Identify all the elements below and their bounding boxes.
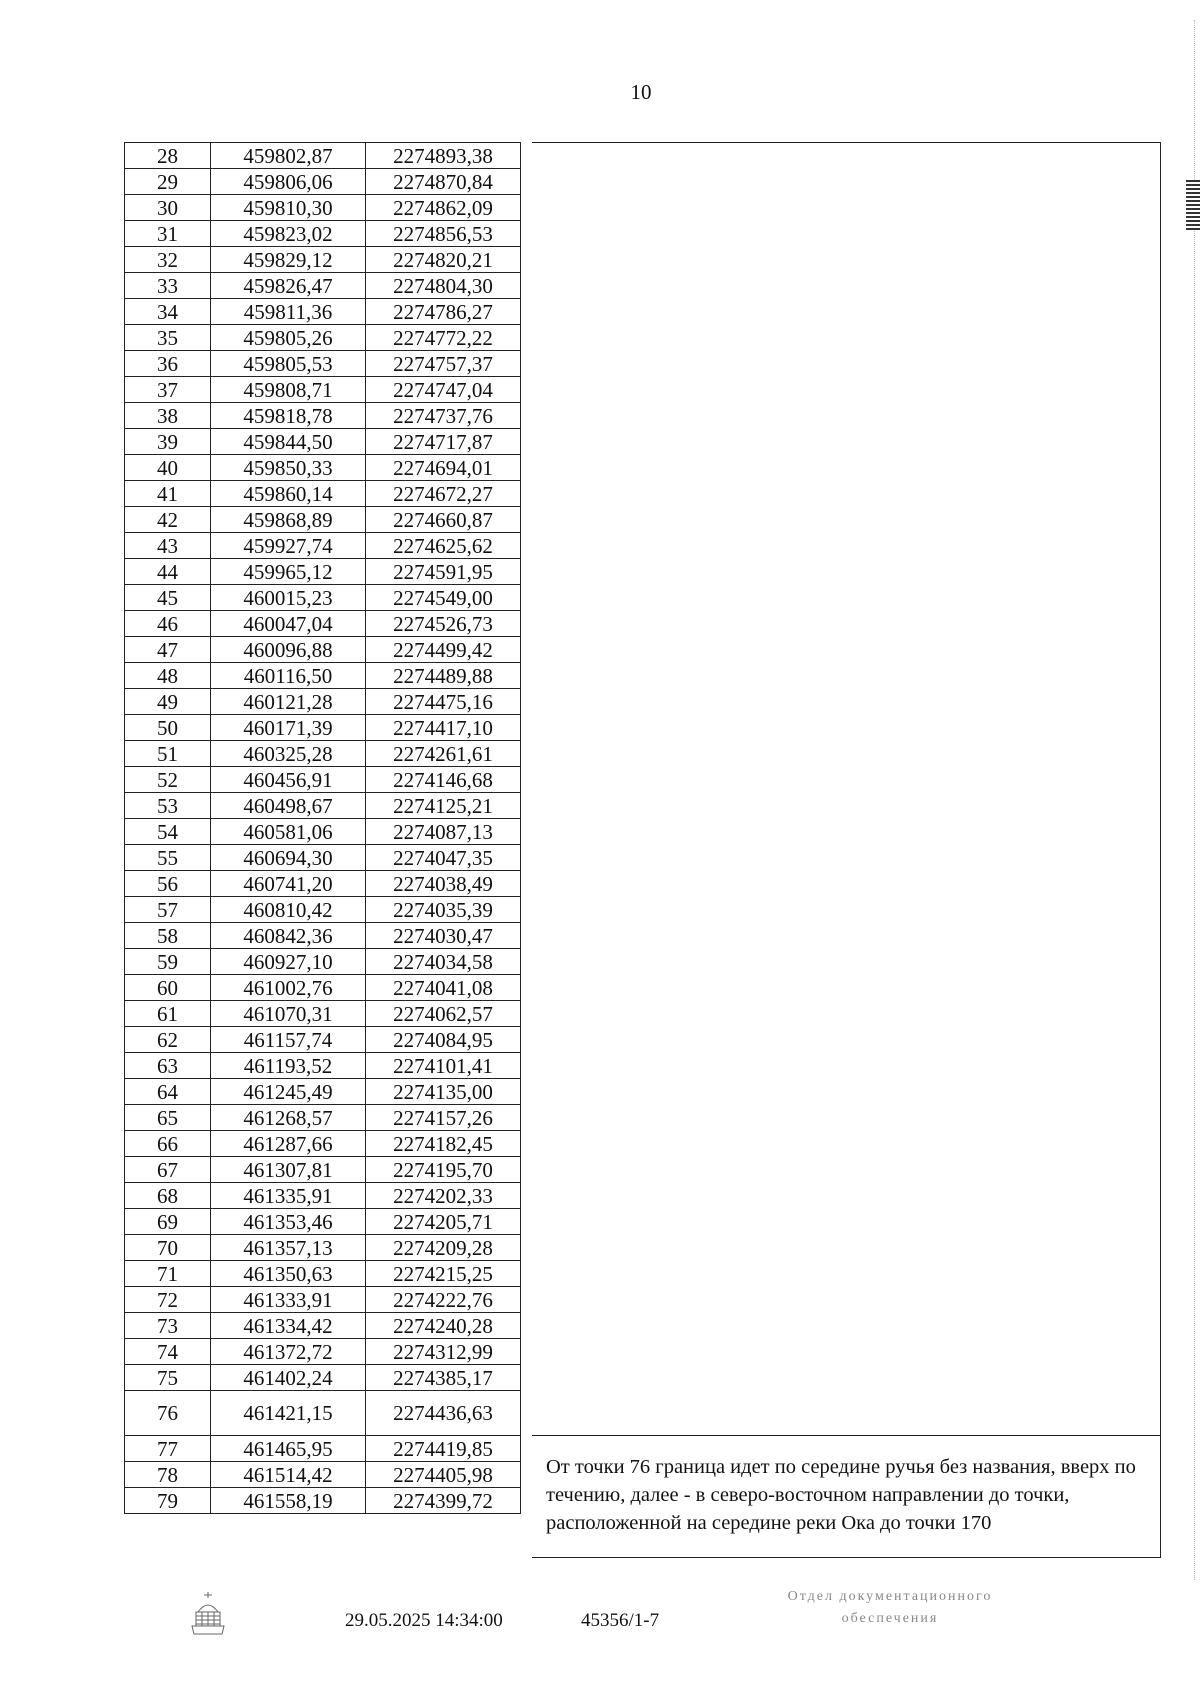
y-coordinate-cell: 2274772,22 xyxy=(366,325,521,351)
point-number-cell: 71 xyxy=(125,1261,211,1287)
table-row xyxy=(125,1209,521,1235)
y-coordinate-cell: 2274182,45 xyxy=(366,1131,521,1157)
x-coordinate-cell: 461157,74 xyxy=(211,1027,366,1053)
point-number-cell: 52 xyxy=(125,767,211,793)
point-number-cell: 50 xyxy=(125,715,211,741)
y-coordinate-cell: 2274261,61 xyxy=(366,741,521,767)
y-coordinate-cell: 2274202,33 xyxy=(366,1183,521,1209)
point-number-cell: 35 xyxy=(125,325,211,351)
table-row xyxy=(125,143,521,169)
table-row xyxy=(125,247,521,273)
x-coordinate-cell: 460121,28 xyxy=(211,689,366,715)
footer-date: 29.05.2025 14:34:00 xyxy=(345,1610,503,1631)
y-coordinate-cell: 2274038,49 xyxy=(366,871,521,897)
scan-edge-marks xyxy=(1194,20,1198,1580)
x-coordinate-cell: 461287,66 xyxy=(211,1131,366,1157)
point-number-cell: 51 xyxy=(125,741,211,767)
coordinates-table xyxy=(124,142,521,1514)
point-number-cell: 28 xyxy=(125,143,211,169)
y-coordinate-cell: 2274870,84 xyxy=(366,169,521,195)
x-coordinate-cell: 459965,12 xyxy=(211,559,366,585)
x-coordinate-cell: 461514,42 xyxy=(211,1462,366,1488)
table-row xyxy=(125,1105,521,1131)
point-number-cell: 45 xyxy=(125,585,211,611)
table-row xyxy=(125,949,521,975)
x-coordinate-cell: 460171,39 xyxy=(211,715,366,741)
table-row xyxy=(125,1365,521,1391)
point-number-cell: 34 xyxy=(125,299,211,325)
y-coordinate-cell: 2274125,21 xyxy=(366,793,521,819)
point-number-cell: 41 xyxy=(125,481,211,507)
table-row xyxy=(125,351,521,377)
table-row xyxy=(125,611,521,637)
y-coordinate-cell: 2274475,16 xyxy=(366,689,521,715)
y-coordinate-cell: 2274526,73 xyxy=(366,611,521,637)
page-number: 10 xyxy=(630,80,652,104)
x-coordinate-cell: 461334,42 xyxy=(211,1313,366,1339)
x-coordinate-cell: 461335,91 xyxy=(211,1183,366,1209)
table-row xyxy=(125,221,521,247)
x-coordinate-cell: 459860,14 xyxy=(211,481,366,507)
department-stamp-line2: обеспечения xyxy=(841,1611,939,1626)
y-coordinate-cell: 2274862,09 xyxy=(366,195,521,221)
point-number-cell: 46 xyxy=(125,611,211,637)
y-coordinate-cell: 2274222,76 xyxy=(366,1287,521,1313)
description-divider xyxy=(532,1435,1160,1436)
table-row xyxy=(125,1079,521,1105)
table-row xyxy=(125,1488,521,1514)
y-coordinate-cell: 2274549,00 xyxy=(366,585,521,611)
y-coordinate-cell: 2274717,87 xyxy=(366,429,521,455)
table-row xyxy=(125,1131,521,1157)
x-coordinate-cell: 461357,13 xyxy=(211,1235,366,1261)
point-number-cell: 57 xyxy=(125,897,211,923)
y-coordinate-cell: 2274499,42 xyxy=(366,637,521,663)
table-row xyxy=(125,403,521,429)
table-row xyxy=(125,195,521,221)
x-coordinate-cell: 461268,57 xyxy=(211,1105,366,1131)
table-row xyxy=(125,689,521,715)
y-coordinate-cell: 2274205,71 xyxy=(366,1209,521,1235)
x-coordinate-cell: 459811,36 xyxy=(211,299,366,325)
department-stamp-line1: Отдел документационного xyxy=(787,1589,993,1604)
y-coordinate-cell: 2274591,95 xyxy=(366,559,521,585)
x-coordinate-cell: 460456,91 xyxy=(211,767,366,793)
point-number-cell: 76 xyxy=(125,1391,211,1436)
point-number-cell: 72 xyxy=(125,1287,211,1313)
x-coordinate-cell: 459829,12 xyxy=(211,247,366,273)
x-coordinate-cell: 461353,46 xyxy=(211,1209,366,1235)
point-number-cell: 40 xyxy=(125,455,211,481)
x-coordinate-cell: 459805,26 xyxy=(211,325,366,351)
table-row xyxy=(125,637,521,663)
y-coordinate-cell: 2274240,28 xyxy=(366,1313,521,1339)
x-coordinate-cell: 461402,24 xyxy=(211,1365,366,1391)
point-number-cell: 31 xyxy=(125,221,211,247)
point-number-cell: 44 xyxy=(125,559,211,585)
x-coordinate-cell: 461245,49 xyxy=(211,1079,366,1105)
coordinates-table-body xyxy=(125,143,521,1514)
table-row xyxy=(125,325,521,351)
y-coordinate-cell: 2274062,57 xyxy=(366,1001,521,1027)
emblem-icon xyxy=(188,1590,228,1638)
y-coordinate-cell: 2274157,26 xyxy=(366,1105,521,1131)
x-coordinate-cell: 460810,42 xyxy=(211,897,366,923)
table-row xyxy=(125,1313,521,1339)
point-number-cell: 48 xyxy=(125,663,211,689)
table-row xyxy=(125,897,521,923)
y-coordinate-cell: 2274747,04 xyxy=(366,377,521,403)
table-row xyxy=(125,299,521,325)
point-number-cell: 32 xyxy=(125,247,211,273)
x-coordinate-cell: 459826,47 xyxy=(211,273,366,299)
table-row xyxy=(125,1001,521,1027)
point-number-cell: 69 xyxy=(125,1209,211,1235)
y-coordinate-cell: 2274209,28 xyxy=(366,1235,521,1261)
table-row xyxy=(125,1462,521,1488)
point-number-cell: 77 xyxy=(125,1436,211,1462)
x-coordinate-cell: 461333,91 xyxy=(211,1287,366,1313)
y-coordinate-cell: 2274385,17 xyxy=(366,1365,521,1391)
point-number-cell: 54 xyxy=(125,819,211,845)
y-coordinate-cell: 2274312,99 xyxy=(366,1339,521,1365)
y-coordinate-cell: 2274146,68 xyxy=(366,767,521,793)
point-number-cell: 67 xyxy=(125,1157,211,1183)
y-coordinate-cell: 2274436,63 xyxy=(366,1391,521,1436)
y-coordinate-cell: 2274489,88 xyxy=(366,663,521,689)
x-coordinate-cell: 460015,23 xyxy=(211,585,366,611)
point-number-cell: 39 xyxy=(125,429,211,455)
table-row xyxy=(125,169,521,195)
table-row xyxy=(125,923,521,949)
table-row xyxy=(125,793,521,819)
point-number-cell: 78 xyxy=(125,1462,211,1488)
table-row xyxy=(125,1027,521,1053)
x-coordinate-cell: 459818,78 xyxy=(211,403,366,429)
table-row xyxy=(125,507,521,533)
y-coordinate-cell: 2274804,30 xyxy=(366,273,521,299)
table-row xyxy=(125,429,521,455)
y-coordinate-cell: 2274195,70 xyxy=(366,1157,521,1183)
point-number-cell: 49 xyxy=(125,689,211,715)
barcode-strip xyxy=(1186,180,1200,230)
point-number-cell: 63 xyxy=(125,1053,211,1079)
x-coordinate-cell: 459823,02 xyxy=(211,221,366,247)
y-coordinate-cell: 2274399,72 xyxy=(366,1488,521,1514)
x-coordinate-cell: 459927,74 xyxy=(211,533,366,559)
table-row xyxy=(125,975,521,1001)
y-coordinate-cell: 2274417,10 xyxy=(366,715,521,741)
y-coordinate-cell: 2274030,47 xyxy=(366,923,521,949)
department-stamp xyxy=(740,1586,1040,1630)
y-coordinate-cell: 2274419,85 xyxy=(366,1436,521,1462)
point-number-cell: 38 xyxy=(125,403,211,429)
x-coordinate-cell: 459868,89 xyxy=(211,507,366,533)
x-coordinate-cell: 460741,20 xyxy=(211,871,366,897)
point-number-cell: 73 xyxy=(125,1313,211,1339)
point-number-cell: 33 xyxy=(125,273,211,299)
y-coordinate-cell: 2274101,41 xyxy=(366,1053,521,1079)
x-coordinate-cell: 460842,36 xyxy=(211,923,366,949)
point-number-cell: 43 xyxy=(125,533,211,559)
table-row xyxy=(125,533,521,559)
table-row xyxy=(125,481,521,507)
table-row xyxy=(125,845,521,871)
y-coordinate-cell: 2274757,37 xyxy=(366,351,521,377)
y-coordinate-cell: 2274625,62 xyxy=(366,533,521,559)
point-number-cell: 47 xyxy=(125,637,211,663)
point-number-cell: 29 xyxy=(125,169,211,195)
table-row xyxy=(125,1183,521,1209)
point-number-cell: 68 xyxy=(125,1183,211,1209)
x-coordinate-cell: 461307,81 xyxy=(211,1157,366,1183)
y-coordinate-cell: 2274087,13 xyxy=(366,819,521,845)
x-coordinate-cell: 459808,71 xyxy=(211,377,366,403)
point-number-cell: 59 xyxy=(125,949,211,975)
boundary-description: От точки 76 граница идет по середине ручья без названия, вверх по течению, далее - в северо-восточном направлении до точки, расположенной на середине реки Ока до точки 170 xyxy=(546,1456,1136,1534)
y-coordinate-cell: 2274034,58 xyxy=(366,949,521,975)
point-number-cell: 42 xyxy=(125,507,211,533)
x-coordinate-cell: 460116,50 xyxy=(211,663,366,689)
x-coordinate-cell: 459805,53 xyxy=(211,351,366,377)
x-coordinate-cell: 459806,06 xyxy=(211,169,366,195)
point-number-cell: 62 xyxy=(125,1027,211,1053)
x-coordinate-cell: 461465,95 xyxy=(211,1436,366,1462)
point-number-cell: 53 xyxy=(125,793,211,819)
table-row xyxy=(125,1053,521,1079)
point-number-cell: 66 xyxy=(125,1131,211,1157)
y-coordinate-cell: 2274215,25 xyxy=(366,1261,521,1287)
y-coordinate-cell: 2274035,39 xyxy=(366,897,521,923)
table-row xyxy=(125,273,521,299)
x-coordinate-cell: 461002,76 xyxy=(211,975,366,1001)
x-coordinate-cell: 461070,31 xyxy=(211,1001,366,1027)
y-coordinate-cell: 2274786,27 xyxy=(366,299,521,325)
table-row xyxy=(125,715,521,741)
table-row xyxy=(125,455,521,481)
y-coordinate-cell: 2274737,76 xyxy=(366,403,521,429)
table-row xyxy=(125,1235,521,1261)
table-row xyxy=(125,1391,521,1436)
table-row xyxy=(125,1287,521,1313)
table-row xyxy=(125,377,521,403)
table-row xyxy=(125,871,521,897)
table-row xyxy=(125,585,521,611)
table-row xyxy=(125,1261,521,1287)
y-coordinate-cell: 2274893,38 xyxy=(366,143,521,169)
x-coordinate-cell: 459802,87 xyxy=(211,143,366,169)
x-coordinate-cell: 460047,04 xyxy=(211,611,366,637)
table-row xyxy=(125,741,521,767)
y-coordinate-cell: 2274820,21 xyxy=(366,247,521,273)
table-row xyxy=(125,1157,521,1183)
y-coordinate-cell: 2274660,87 xyxy=(366,507,521,533)
x-coordinate-cell: 461350,63 xyxy=(211,1261,366,1287)
x-coordinate-cell: 460694,30 xyxy=(211,845,366,871)
y-coordinate-cell: 2274041,08 xyxy=(366,975,521,1001)
point-number-cell: 37 xyxy=(125,377,211,403)
description-column xyxy=(532,142,1161,1558)
y-coordinate-cell: 2274084,95 xyxy=(366,1027,521,1053)
y-coordinate-cell: 2274694,01 xyxy=(366,455,521,481)
point-number-cell: 65 xyxy=(125,1105,211,1131)
table-row xyxy=(125,663,521,689)
point-number-cell: 64 xyxy=(125,1079,211,1105)
y-coordinate-cell: 2274135,00 xyxy=(366,1079,521,1105)
x-coordinate-cell: 459850,33 xyxy=(211,455,366,481)
x-coordinate-cell: 460325,28 xyxy=(211,741,366,767)
point-number-cell: 74 xyxy=(125,1339,211,1365)
point-number-cell: 60 xyxy=(125,975,211,1001)
point-number-cell: 30 xyxy=(125,195,211,221)
point-number-cell: 55 xyxy=(125,845,211,871)
x-coordinate-cell: 461372,72 xyxy=(211,1339,366,1365)
table-row xyxy=(125,767,521,793)
x-coordinate-cell: 460096,88 xyxy=(211,637,366,663)
y-coordinate-cell: 2274405,98 xyxy=(366,1462,521,1488)
point-number-cell: 56 xyxy=(125,871,211,897)
table-row xyxy=(125,1339,521,1365)
point-number-cell: 79 xyxy=(125,1488,211,1514)
x-coordinate-cell: 460581,06 xyxy=(211,819,366,845)
x-coordinate-cell: 461193,52 xyxy=(211,1053,366,1079)
point-number-cell: 70 xyxy=(125,1235,211,1261)
point-number-cell: 61 xyxy=(125,1001,211,1027)
x-coordinate-cell: 459810,30 xyxy=(211,195,366,221)
point-number-cell: 36 xyxy=(125,351,211,377)
x-coordinate-cell: 460498,67 xyxy=(211,793,366,819)
x-coordinate-cell: 461421,15 xyxy=(211,1391,366,1436)
y-coordinate-cell: 2274672,27 xyxy=(366,481,521,507)
x-coordinate-cell: 461558,19 xyxy=(211,1488,366,1514)
table-row xyxy=(125,559,521,585)
table-row xyxy=(125,1436,521,1462)
point-number-cell: 58 xyxy=(125,923,211,949)
point-number-cell: 75 xyxy=(125,1365,211,1391)
x-coordinate-cell: 459844,50 xyxy=(211,429,366,455)
x-coordinate-cell: 460927,10 xyxy=(211,949,366,975)
y-coordinate-cell: 2274047,35 xyxy=(366,845,521,871)
y-coordinate-cell: 2274856,53 xyxy=(366,221,521,247)
footer-document-number: 45356/1-7 xyxy=(581,1610,660,1631)
table-row xyxy=(125,819,521,845)
